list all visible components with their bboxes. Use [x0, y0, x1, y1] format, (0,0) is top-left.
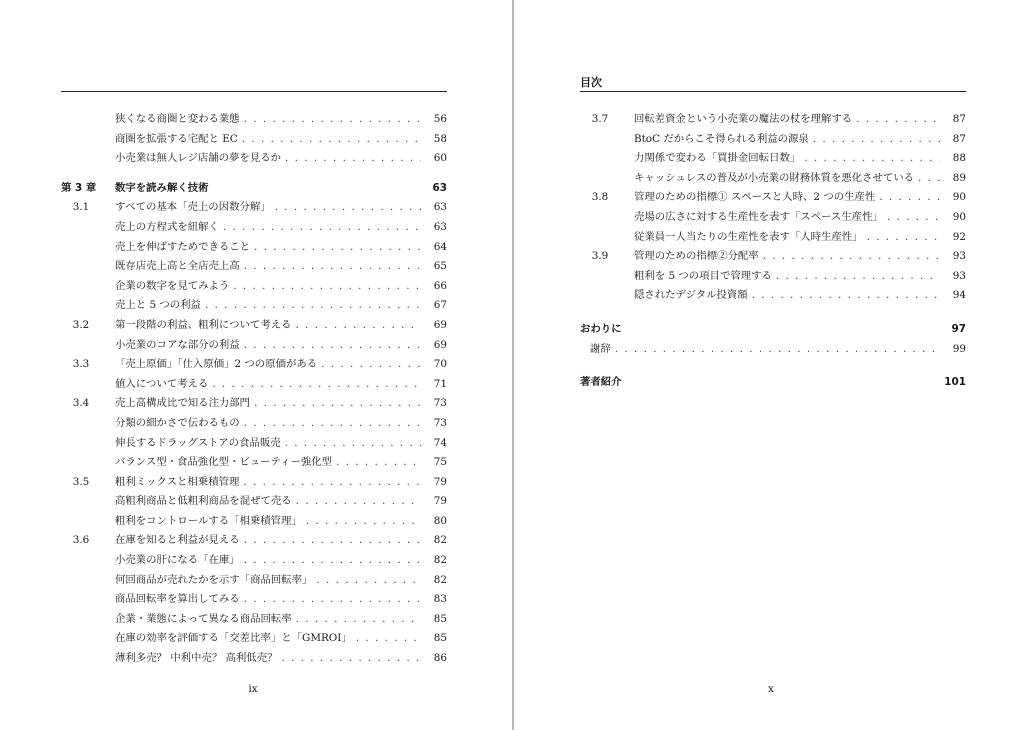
- entry-title: [634, 208, 966, 228]
- entry-title-text: 従業員一人当たりの生産性を表す「人時生産性」: [634, 230, 863, 243]
- entry-title: [115, 434, 447, 454]
- section-number: 3.5: [72, 475, 90, 488]
- entry-page-number: 87: [940, 130, 966, 150]
- toc-entry[interactable]: [61, 610, 447, 630]
- entry-page-number: 82: [421, 551, 447, 571]
- toc-entry[interactable]: [61, 277, 447, 297]
- entry-title: [115, 590, 447, 610]
- entry-page-number: 89: [940, 169, 966, 189]
- entry-title-text: 売上の方程式を紐解く: [115, 220, 219, 233]
- entry-page-number: 88: [940, 149, 966, 169]
- header-rule: [61, 91, 447, 92]
- entry-title-text: 商品回転率を算出してみる: [115, 593, 240, 606]
- toc-entry[interactable]: [61, 629, 447, 649]
- toc-entry[interactable]: [61, 355, 447, 375]
- entry-title-text: 在庫の効率を評価する「交差比率」と「GMROI」: [115, 632, 352, 645]
- entry-page-number: 82: [421, 531, 447, 551]
- entry-title-text: 企業・業態によって異なる商品回転率: [115, 612, 292, 625]
- entry-title-text: 管理のための指標②分配率: [634, 250, 759, 263]
- entry-page-number: 93: [940, 267, 966, 287]
- toc-list: [61, 110, 447, 669]
- toc-list: [580, 110, 966, 393]
- entry-title-text: 小売業は無人レジ店舗の夢を見るか: [115, 152, 281, 165]
- section-number: 3.9: [591, 250, 609, 263]
- entry-title-text: 粗利をコントロールする「相乗積管理」: [115, 514, 302, 527]
- entry-title: [115, 414, 447, 434]
- entry-page-number: 60: [421, 149, 447, 169]
- toc-entry[interactable]: [580, 267, 966, 287]
- section-number: 第 3 章: [61, 181, 97, 194]
- entry-title-text: おわりに: [580, 322, 622, 335]
- toc-entry[interactable]: [61, 473, 447, 493]
- toc-entry[interactable]: [580, 149, 966, 169]
- section-number: 3.3: [72, 358, 90, 371]
- entry-title-text: 高粗利商品と低粗利商品を混ぜて売る: [115, 495, 292, 508]
- entry-title: [115, 512, 447, 532]
- entry-title: [634, 110, 966, 130]
- entry-title-text: 値入について考える: [115, 377, 209, 390]
- entry-page-number: 79: [421, 492, 447, 512]
- entry-title: [115, 198, 447, 218]
- toc-entry[interactable]: [61, 336, 447, 356]
- toc-entry[interactable]: [61, 434, 447, 454]
- toc-entry[interactable]: [61, 414, 447, 434]
- entry-page-number: 86: [421, 649, 447, 669]
- toc-chapter-entry[interactable]: [580, 320, 966, 340]
- entry-title: [580, 373, 966, 393]
- section-number: 3.6: [72, 534, 90, 547]
- entry-page-number: 101: [940, 373, 966, 393]
- entry-title-text: 小売業のコアな部分の利益: [115, 338, 240, 351]
- toc-entry[interactable]: [580, 110, 966, 130]
- entry-title-text: 商圏を拡張する宅配と EC: [115, 132, 238, 145]
- entry-title: [634, 247, 966, 267]
- toc-entry[interactable]: [580, 188, 966, 208]
- entry-page-number: 93: [940, 247, 966, 267]
- toc-entry[interactable]: [61, 394, 447, 414]
- header-rule: [580, 91, 966, 92]
- entry-page-number: 64: [421, 238, 447, 258]
- entry-page-number: 67: [421, 296, 447, 316]
- entry-title: [115, 610, 447, 630]
- entry-page-number: 90: [940, 188, 966, 208]
- entry-title: [115, 355, 447, 375]
- entry-page-number: 80: [421, 512, 447, 532]
- toc-entry[interactable]: [580, 247, 966, 267]
- entry-title: [590, 340, 966, 360]
- entry-page-number: 66: [421, 277, 447, 297]
- page-folio: x: [768, 683, 774, 695]
- entry-title-text: 回転差資金という小売業の魔法の杖を理解する: [634, 113, 853, 125]
- entry-title-text: 粗利ミックスと相乗積管理: [115, 475, 240, 488]
- entry-page-number: 63: [421, 218, 447, 238]
- toc-entry[interactable]: [61, 110, 447, 130]
- entry-title: [115, 531, 447, 551]
- entry-page-number: 94: [940, 286, 966, 306]
- entry-title: [634, 169, 966, 189]
- entry-title-text: 「売上原価」「仕入原価」2 つの原価がある: [115, 358, 318, 371]
- entry-page-number: 58: [421, 130, 447, 150]
- entry-title-text: 伸長するドラッグストアの食品販売: [115, 436, 281, 449]
- entry-page-number: 69: [421, 316, 447, 336]
- entry-title: [115, 110, 447, 130]
- entry-page-number: 99: [940, 340, 966, 360]
- entry-page-number: 74: [421, 434, 447, 454]
- section-number: 3.4: [72, 397, 90, 410]
- entry-title-text: すべての基本「売上の因数分解」: [115, 201, 271, 214]
- entry-title: [115, 473, 447, 493]
- right-page: [514, 0, 1024, 730]
- entry-title-text: キャッシュレスの普及が小売業の財務体質を悪化させている: [634, 171, 915, 184]
- toc-entry[interactable]: [61, 238, 447, 258]
- entry-page-number: 97: [940, 320, 966, 340]
- running-head: 目次: [580, 76, 602, 89]
- entry-title: [580, 320, 966, 340]
- entry-title-text: 既存店売上高と全店売上高: [115, 260, 240, 273]
- toc-entry[interactable]: [61, 130, 447, 150]
- entry-title: [634, 267, 966, 287]
- entry-page-number: 83: [421, 590, 447, 610]
- entry-title-text: 売上と 5 つの利益: [115, 299, 201, 312]
- entry-title-text: 何回商品が売れたかを示す「商品回転率」: [115, 573, 313, 586]
- entry-title: [115, 551, 447, 571]
- toc-entry[interactable]: [61, 296, 447, 316]
- section-number: 3.7: [591, 113, 609, 125]
- entry-title-text: 分類の細かさで伝わるもの: [115, 416, 240, 429]
- entry-title: [634, 188, 966, 208]
- entry-page-number: 79: [421, 473, 447, 493]
- entry-page-number: 90: [940, 208, 966, 228]
- entry-title: [115, 629, 447, 649]
- toc-entry[interactable]: [61, 551, 447, 571]
- entry-page-number: 73: [421, 414, 447, 434]
- entry-page-number: 69: [421, 336, 447, 356]
- entry-title-text: 隠されたデジタル投資額: [634, 289, 748, 302]
- entry-title-text: 粗利を 5 つの項目で管理する: [634, 269, 772, 282]
- toc-entry[interactable]: [580, 340, 966, 360]
- entry-title: [115, 453, 447, 473]
- entry-page-number: 63: [421, 198, 447, 218]
- toc-entry[interactable]: [61, 453, 447, 473]
- toc-entry[interactable]: [580, 208, 966, 228]
- entry-title: [115, 571, 447, 591]
- entry-title: [634, 228, 966, 248]
- entry-title-text: 数字を読み解く技術: [115, 181, 209, 194]
- entry-page-number: 65: [421, 257, 447, 277]
- entry-title: [115, 375, 447, 395]
- entry-title-text: バランス型・食品強化型・ビューティー強化型: [115, 456, 333, 469]
- entry-page-number: 85: [421, 629, 447, 649]
- toc-entry[interactable]: [61, 198, 447, 218]
- section-number: 3.1: [72, 201, 90, 214]
- entry-title: [115, 649, 447, 669]
- entry-title: [115, 336, 447, 356]
- entry-title: [115, 394, 447, 414]
- entry-title-text: 売上高構成比で知る注力部門: [115, 397, 251, 410]
- page-folio: ix: [248, 683, 258, 695]
- entry-page-number: 82: [421, 571, 447, 591]
- entry-page-number: 73: [421, 394, 447, 414]
- entry-title: [634, 286, 966, 306]
- entry-title-text: 管理のための指標① スペースと人時、2 つの生産性: [634, 191, 876, 204]
- entry-title: [115, 218, 447, 238]
- toc-chapter-entry[interactable]: [61, 179, 447, 199]
- section-number: 3.8: [591, 191, 609, 204]
- toc-entry[interactable]: [580, 169, 966, 189]
- entry-page-number: 85: [421, 610, 447, 630]
- toc-entry[interactable]: [61, 512, 447, 532]
- toc-entry[interactable]: [61, 316, 447, 336]
- toc-entry[interactable]: [580, 286, 966, 306]
- toc-entry[interactable]: [61, 571, 447, 591]
- toc-entry[interactable]: [61, 218, 447, 238]
- entry-title-text: 力関係で変わる「買掛金回転日数」: [634, 152, 801, 165]
- entry-title-text: 企業の数字を見てみよう: [115, 279, 230, 292]
- entry-title-text: 謝辞: [590, 342, 611, 355]
- toc-entry[interactable]: [580, 228, 966, 248]
- entry-title: [634, 130, 966, 150]
- entry-title: [115, 296, 447, 316]
- entry-title-text: 小売業の肝になる「在庫」: [115, 554, 240, 567]
- toc-entry[interactable]: [61, 590, 447, 610]
- entry-title-text: 在庫を知ると利益が見える: [115, 534, 240, 547]
- toc-entry[interactable]: [580, 130, 966, 150]
- entry-title-text: 売場の広さに対する生産性を表す「スペース生産性」: [634, 210, 883, 223]
- entry-title: [115, 316, 447, 336]
- entry-title-text: 薄利多売？ 中利中売？ 高利低売？: [115, 652, 278, 665]
- toc-entry[interactable]: [61, 375, 447, 395]
- entry-title-text: 著者紹介: [580, 376, 622, 389]
- entry-title: [115, 257, 447, 277]
- entry-page-number: 63: [421, 179, 447, 199]
- entry-title: [115, 149, 447, 169]
- toc-entry[interactable]: [61, 649, 447, 669]
- toc-entry[interactable]: [61, 257, 447, 277]
- entry-title-text: 第一段階の利益、粗利について考える: [115, 318, 292, 331]
- entry-title-text: 売上を伸ばすためできること: [115, 240, 251, 253]
- entry-title: [634, 149, 966, 169]
- entry-title-text: BtoC だからこそ得られる利益の源泉: [634, 132, 809, 145]
- entry-title: [115, 277, 447, 297]
- toc-entry[interactable]: [61, 492, 447, 512]
- section-number: 3.2: [72, 318, 90, 331]
- toc-entry[interactable]: [61, 531, 447, 551]
- entry-page-number: 87: [940, 110, 966, 130]
- entry-page-number: 75: [421, 453, 447, 473]
- entry-title-text: 狭くなる商圏と変わる業態: [115, 113, 240, 125]
- toc-entry[interactable]: [61, 149, 447, 169]
- entry-page-number: 71: [421, 375, 447, 395]
- entry-page-number: 70: [421, 355, 447, 375]
- entry-page-number: 92: [940, 228, 966, 248]
- entry-title: [115, 130, 447, 150]
- entry-title: [115, 238, 447, 258]
- entry-title: [115, 492, 447, 512]
- toc-chapter-entry[interactable]: [580, 373, 966, 393]
- entry-page-number: 56: [421, 110, 447, 130]
- entry-title: [115, 179, 447, 199]
